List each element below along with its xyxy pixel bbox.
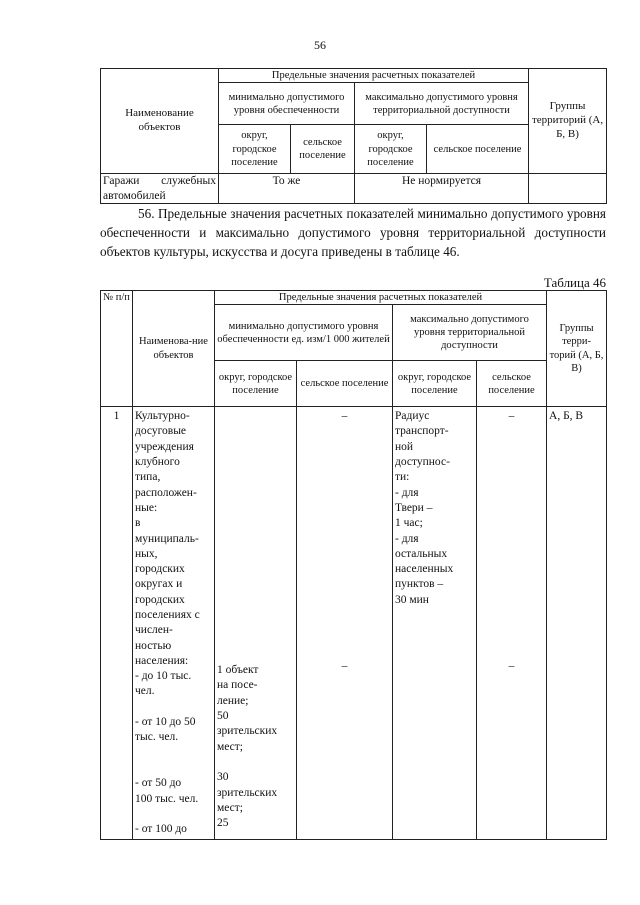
t2-row1-groups: А, Б, В (547, 407, 607, 840)
cell-line (135, 761, 212, 776)
t2-row1-min-rural (297, 407, 393, 840)
cell-line: расположен- (135, 486, 197, 499)
cell-line: 50 (217, 710, 229, 723)
t1-header-groups: Группы территорий (А, Б, В) (529, 69, 607, 174)
cell-line: пунктов – (395, 578, 444, 591)
cell-line: зрительских (217, 786, 278, 799)
t1-sub-urban-min: округ, городское поселение (219, 125, 291, 174)
cell-line: 1 объект (217, 664, 259, 677)
cell-line: остальных (395, 547, 448, 560)
cell-line: чел. (135, 685, 155, 698)
cell-line: Твери – (395, 501, 433, 514)
t1-header-min: минимально допустимого уровня обеспеченности (219, 83, 355, 125)
cell-line: клубного (135, 456, 180, 469)
t2-row1-num: 1 (101, 407, 133, 840)
cell-line: 25 (217, 817, 229, 830)
dash: – (508, 660, 515, 673)
cell-line: муниципаль- (135, 532, 199, 545)
cell-line: 1 час; (395, 517, 423, 530)
cell-line: ти: (395, 471, 410, 484)
t2-sub-urban-max: округ, городское поселение (393, 361, 477, 407)
cell-line: ных, (135, 547, 158, 560)
t2-row1-name (133, 407, 215, 840)
dash: – (508, 410, 515, 423)
t2-header-num: № п/п (101, 291, 133, 407)
cell-line: - от 100 до (135, 823, 187, 836)
table-46 (100, 290, 607, 840)
cell-line: зрительских (217, 725, 278, 738)
cell-line: населения: (135, 654, 189, 667)
t1-header-name: Наименование объектов (101, 69, 219, 174)
t2-header-min: минимально допустимого уровня обеспеченности ед. изм/1 000 жителей (215, 305, 393, 361)
cell-line: 30 мин (395, 593, 429, 606)
page-number: 56 (314, 38, 326, 52)
cell-line: досуговые (135, 425, 187, 438)
t2-header-name: Наименова-ние объектов (133, 291, 215, 407)
t2-row1-max-urban (393, 407, 477, 840)
cell-line: - до 10 тыс. (135, 670, 192, 683)
cell-line: тыс. чел. (135, 731, 179, 744)
dash: – (341, 410, 348, 423)
cell-line (135, 700, 212, 715)
paragraph-56 (100, 204, 606, 261)
t2-sub-urban-min: округ, городское поселение (215, 361, 297, 407)
cell-line: ление; (217, 694, 249, 707)
table-objects-garages (100, 68, 607, 204)
cell-line (135, 807, 212, 822)
t1-row-max: Не нормируется (355, 174, 529, 204)
cell-line: транспорт- (395, 425, 449, 438)
cell-line: поселениях с (135, 608, 200, 621)
t2-sub-rural-max: сельское поселение (477, 361, 547, 407)
cell-line: городских (135, 593, 185, 606)
cell-line (217, 755, 294, 770)
t1-sub-rural-min: сельское поселение (291, 125, 355, 174)
t1-row-groups (529, 174, 607, 204)
cell-line: в (135, 517, 141, 530)
cell-line: - для (395, 532, 419, 545)
cell-line: населенных (395, 563, 454, 576)
paragraph-text: 56. Предельные значения расчетных показателей минимально допустимого уровня обеспеченности и максимально допустимого уровня территориальной доступности объектов культуры, искусства и досуга приведены в таблице 46. (100, 206, 606, 259)
cell-line: мест; (217, 801, 243, 814)
table-caption: Таблица 46 (543, 275, 606, 290)
cell-line: доступнос- (395, 456, 450, 469)
t2-row1-max-rural (477, 407, 547, 840)
t1-row-name: Гаражи служебных автомобилей (101, 174, 219, 204)
t1-sub-urban-max: округ, городское поселение (355, 125, 427, 174)
cell-line: числен- (135, 624, 173, 637)
cell-line: 100 тыс. чел. (135, 792, 199, 805)
t2-header-groups: Группы терри-торий (А, Б, В) (547, 291, 607, 407)
t2-header-max: максимально допустимого уровня территориальной доступности (393, 305, 547, 361)
cell-line: на посе- (217, 679, 258, 692)
t1-header-max: максимально допустимого уровня территориальной доступности (355, 83, 529, 125)
cell-line: 30 (217, 771, 229, 784)
cell-line: округах и (135, 578, 183, 591)
t1-header-main: Предельные значения расчетных показателей (219, 69, 529, 83)
t1-sub-rural-max: сельское поселение (427, 125, 529, 174)
t1-row-min: То же (219, 174, 355, 204)
cell-line: учреждения (135, 440, 194, 453)
cell-line: ные: (135, 501, 158, 514)
dash: – (341, 660, 348, 673)
t2-header-main: Предельные значения расчетных показателей (215, 291, 547, 305)
cell-line: - для (395, 486, 419, 499)
cell-line (135, 746, 212, 761)
cell-line: типа, (135, 471, 161, 484)
cell-line: ной (395, 440, 414, 453)
t2-sub-rural-min: сельское поселение (297, 361, 393, 407)
cell-line: ностью (135, 639, 172, 652)
cell-line: Радиус (395, 410, 430, 423)
cell-line: - от 10 до 50 (135, 716, 196, 729)
cell-line: городских (135, 563, 185, 576)
t2-row1-min-urban (215, 407, 297, 840)
cell-line: мест; (217, 740, 243, 753)
cell-line: - от 50 до (135, 777, 182, 790)
cell-line: Культурно- (135, 410, 190, 423)
